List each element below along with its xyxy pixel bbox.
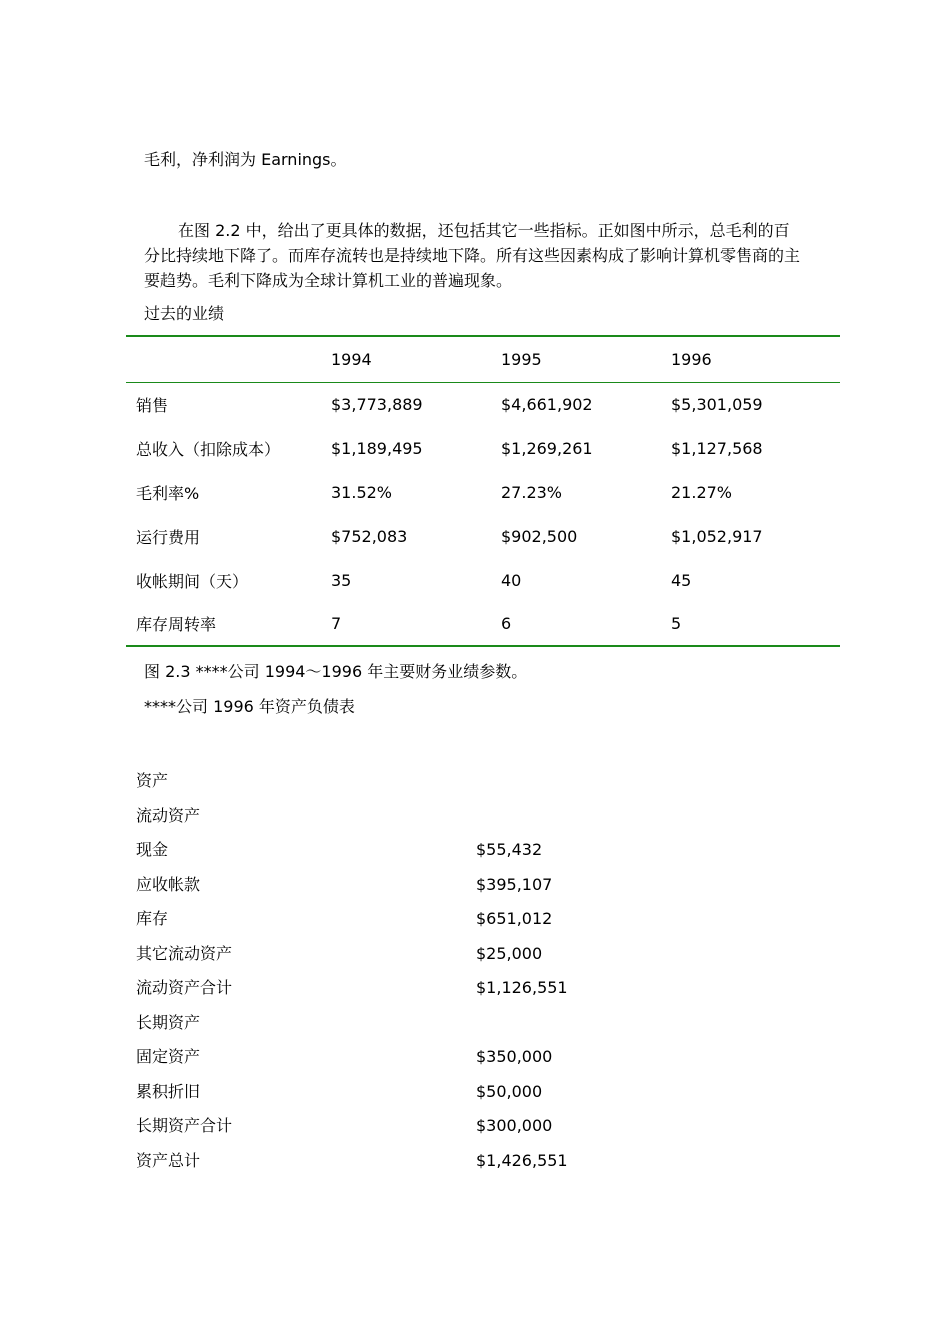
table-cell: $752,083 [331, 526, 408, 546]
table-cell: 31.52% [331, 482, 393, 502]
row-label: 收帐期间（天） [136, 571, 249, 591]
item-value: $395,107 [476, 874, 553, 894]
item-value: $50,000 [476, 1081, 543, 1101]
list-item [136, 833, 736, 868]
intro-line: 毛利，净利润为 Earnings。 [144, 150, 347, 169]
table-row [126, 426, 840, 470]
item-value: $25,000 [476, 943, 543, 963]
list-item [136, 799, 736, 834]
table-cell: 5 [671, 614, 682, 633]
table-cell: $1,127,568 [671, 438, 763, 458]
table-cell: $3,773,889 [331, 394, 423, 414]
balance-sheet-title: ****公司 1996 年资产负债表 [144, 697, 355, 716]
row-label: 总收入（扣除成本） [136, 439, 281, 459]
header-cell-1994: 1994 [331, 349, 372, 369]
figure-caption: 图 2.3 ****公司 1994～1996 年主要财务业绩参数。 [144, 662, 528, 681]
table-cell: 45 [671, 570, 692, 590]
row-label: 毛利率% [136, 483, 200, 503]
item-value: $651,012 [476, 909, 553, 928]
item-label: 流动资产 [136, 805, 201, 825]
table-cell: $1,052,917 [671, 526, 763, 546]
row-label: 销售 [136, 395, 169, 415]
item-value: $300,000 [476, 1116, 553, 1135]
item-value: $55,432 [476, 840, 543, 859]
table-row [126, 602, 840, 646]
item-label: 累积折旧 [136, 1081, 201, 1101]
item-label: 固定资产 [136, 1047, 201, 1066]
item-label: 长期资产合计 [136, 1116, 233, 1135]
table-cell: 7 [331, 614, 342, 633]
item-value: $1,426,551 [476, 1150, 568, 1170]
performance-table [126, 335, 840, 647]
item-label: 现金 [136, 840, 169, 859]
table-cell: $5,301,059 [671, 394, 763, 414]
header-cell-1996: 1996 [671, 349, 712, 369]
row-label: 库存周转率 [136, 615, 217, 634]
list-item [136, 971, 736, 1006]
table-row [126, 382, 840, 426]
table-title: 过去的业绩 [144, 304, 225, 323]
body-paragraph: 在图 2.2 中，给出了更具体的数据，还包括其它一些指标。正如图中所示，总毛利的百分比持续地下降了。而库存流转也是持续地下降。所有这些因素构成了影响计算机零售商的主要趋势。毛利下降成为全球计算机工业的普遍现象。 [144, 221, 801, 290]
row-label: 运行费用 [136, 527, 201, 547]
list-item [136, 868, 736, 903]
list-item [136, 1006, 736, 1041]
list-item [136, 764, 736, 799]
item-label: 长期资产 [136, 1012, 201, 1032]
table-cell: $4,661,902 [501, 394, 593, 414]
item-label: 库存 [136, 909, 169, 928]
item-label: 其它流动资产 [136, 943, 233, 963]
list-item [136, 1144, 736, 1179]
header-cell-1995: 1995 [501, 349, 542, 369]
table-row [126, 514, 840, 558]
list-item [136, 937, 736, 972]
header-cell [126, 336, 331, 382]
list-item [136, 902, 736, 937]
item-label: 应收帐款 [136, 874, 201, 894]
item-label: 流动资产合计 [136, 978, 233, 997]
table-row [126, 470, 840, 514]
table-cell: $902,500 [501, 526, 578, 546]
table-row [126, 558, 840, 602]
balance-sheet [136, 764, 736, 1178]
item-value: $350,000 [476, 1047, 553, 1066]
table-cell: 6 [501, 614, 512, 633]
list-item [136, 1075, 736, 1110]
table-header-row [126, 336, 840, 382]
item-value: $1,126,551 [476, 978, 568, 997]
table-cell: $1,189,495 [331, 438, 423, 458]
item-label: 资产 [136, 771, 169, 790]
item-label: 资产总计 [136, 1150, 201, 1170]
table-cell: 40 [501, 570, 522, 590]
table-cell: 35 [331, 570, 352, 590]
table-cell: 21.27% [671, 482, 733, 502]
table-cell: $1,269,261 [501, 438, 593, 458]
table-cell: 27.23% [501, 482, 563, 502]
list-item [136, 1040, 736, 1075]
list-item [136, 1109, 736, 1144]
